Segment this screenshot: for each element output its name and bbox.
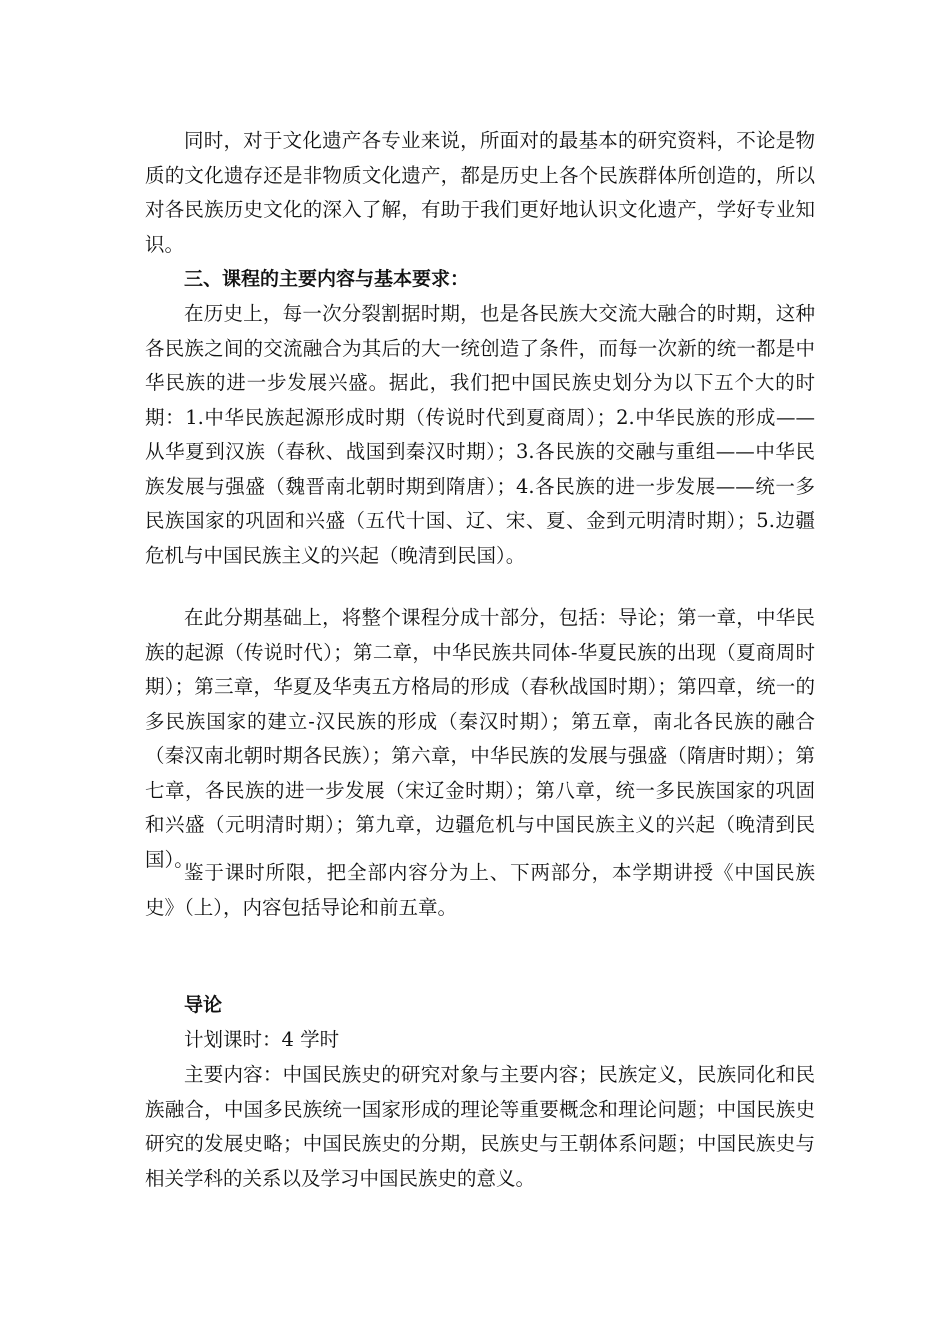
paragraph-course-chapters: 在此分期基础上，将整个课程分成十部分，包括：导论；第一章，中华民族的起源（传说时代）；第二章，中华民族共同体-华夏民族的出现（夏商周时期）；第三章，华夏及华夷五方格局的形成（春秋战国时期）；第四章，统一的多民族国家的建立-汉民族的形成（秦汉时期）；第五章，南北各民族的融合（秦汉南北朝时期各民族）；第六章，中华民族的发展与强盛（隋唐时期）；第七章，各民族的进一步发展（宋辽金时期）；第八章，统一多民族国家的巩固和兴盛（元明清时期）；第九章，边疆危机与中国民族主义的兴起（晚清到民国）。 bbox=[145, 606, 815, 871]
paragraph-semester-scope: 鉴于课时所限，把全部内容分为上、下两部分，本学期讲授《中国民族史》（上），内容包括导论和前五章。 bbox=[145, 861, 815, 919]
paragraph-cultural-heritage: 同时，对于文化遗产各专业来说，所面对的最基本的研究资料，不论是物质的文化遗存还是非物质文化遗产，都是历史上各个民族群体所创造的，所以对各民族历史文化的深入了解，有助于我们更好地认识文化遗产，学好专业知识。 bbox=[145, 129, 815, 256]
planned-hours: 计划课时：4 学时 bbox=[184, 1028, 340, 1051]
section-heading-introduction: 导论 bbox=[184, 994, 223, 1016]
paragraph-historical-periods: 在历史上，每一次分裂割据时期，也是各民族大交流大融合的时期，这种各民族之间的交流融合为其后的大一统创造了条件，而每一次新的统一都是中华民族的进一步发展兴盛。据此，我们把中国民族史划分为以下五个大的时期：1.中华民族起源形成时期（传说时代到夏商周）；2.中华民族的形成——从华夏到汉族（春秋、战国到秦汉时期）；3.各民族的交融与重组——中华民族发展与强盛（魏晋南北朝时期到隋唐）；4.各民族的进一步发展——统一多民族国家的巩固和兴盛（五代十国、辽、宋、夏、金到元明清时期）；5.边疆危机与中国民族主义的兴起（晚清到民国）。 bbox=[145, 302, 815, 567]
paragraph-introduction-content: 主要内容：中国民族史的研究对象与主要内容；民族定义，民族同化和民族融合，中国多民族统一国家形成的理论等重要概念和理论问题；中国民族史研究的发展史略；中国民族史的分期，民族史与王朝体系问题；中国民族史与相关学科的关系以及学习中国民族史的意义。 bbox=[145, 1063, 815, 1190]
section-heading-main-content: 三、课程的主要内容与基本要求： bbox=[184, 268, 470, 290]
